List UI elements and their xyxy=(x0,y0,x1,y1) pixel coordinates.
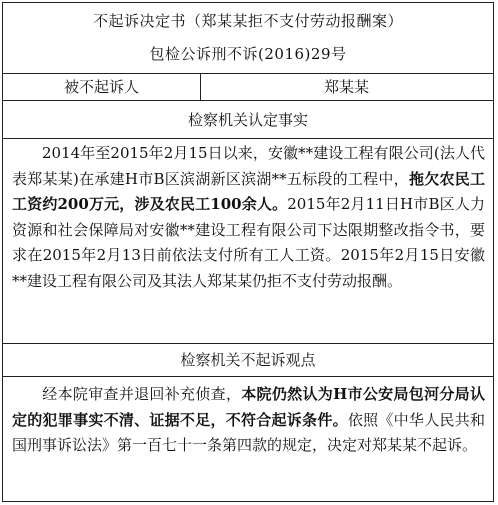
opinion-section xyxy=(3,376,493,501)
opinion-paragraph xyxy=(3,377,493,459)
opinion-bold-text: 本院仍然认为H市公安局包河分局认定的犯罪事实不清、证据不足，不符合起诉条件。 xyxy=(12,385,485,429)
facts-paragraph xyxy=(3,139,493,294)
facts-text-2: 2015年2月11日H市B区人力资源和社会保障局对安徽**建设工程有限公司下达限期整改指令书，要求在2015年2月13日前依法支付所有工人工资。2015年2月15日安徽**建设工程有限公司及其法人郑某某仍拒不支付劳动报酬。 xyxy=(12,195,485,290)
facts-bold-text: 拖欠农民工工资约200万元，涉及农民工100余人。 xyxy=(12,169,485,213)
section-heading-opinion: 检察机关不起诉观点 xyxy=(3,343,493,376)
opinion-text-1: 经本院审查并退回补充侦查， xyxy=(42,385,242,403)
opinion-text-2: 依照《中华人民共和国刑事诉讼法》第一百七十一条第四款的规定，决定对郑某某不起诉。 xyxy=(12,410,485,454)
document-number: 包检公诉刑不诉(2016)29号 xyxy=(149,45,347,63)
defendant-label: 被不起诉人 xyxy=(3,74,201,101)
document-title: 不起诉决定书（郑某某拒不支付劳动报酬案） xyxy=(92,12,403,30)
defendant-row xyxy=(3,73,493,100)
defendant-name: 郑某某 xyxy=(323,78,369,96)
facts-text-1: 2014年至2015年2月15日以来，安徽**建设工程有限公司(法人代表郑某某)在承建H市B区滨湖新区滨湖**五标段的工程中， xyxy=(12,144,485,188)
facts-section xyxy=(3,138,493,343)
decision-document xyxy=(2,2,494,502)
section-heading-facts: 检察机关认定事实 xyxy=(3,100,493,138)
